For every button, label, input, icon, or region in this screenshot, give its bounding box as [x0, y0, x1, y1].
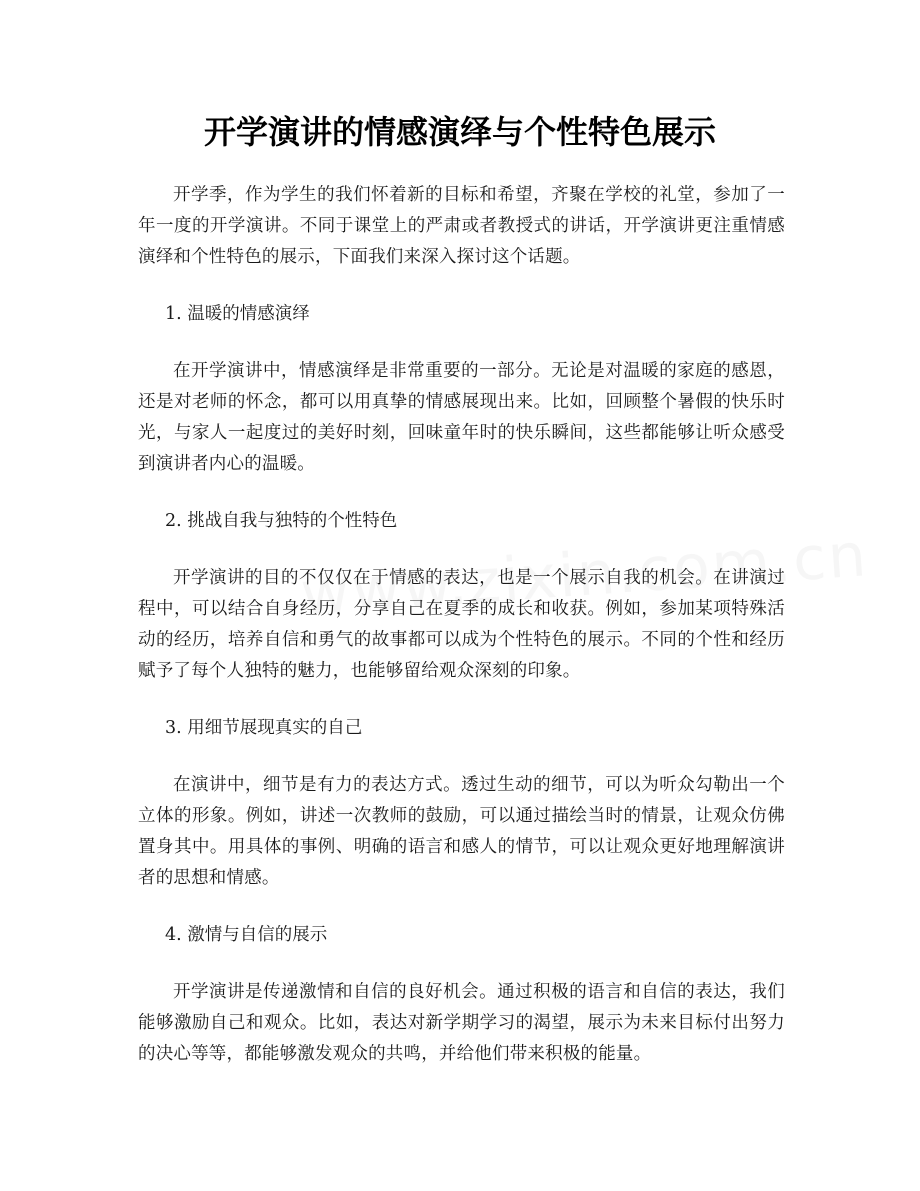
document-body: [138, 180, 785, 1096]
section-paragraph-2: 开学演讲的目的不仅仅在于情感的表达，也是一个展示自我的机会。在讲演过程中，可以结合自身经历，分享自己在夏季的成长和收获。例如，参加某项特殊活动的经历，培养自信和勇气的故事都可以成为个性特色的展示。不同的个性和经历赋予了每个人独特的魅力，也能够留给观众深刻的印象。: [138, 568, 785, 681]
section-paragraph-4: 开学演讲是传递激情和自信的良好机会。通过积极的语言和自信的表达，我们能够激励自己和观众。比如，表达对新学期学习的渴望，展示为未来目标付出努力的决心等等，都能够激发观众的共鸣，并给他们带来积极的能量。: [138, 982, 785, 1064]
section-heading-4: 4. 激情与自信的展示: [165, 925, 328, 945]
document-title: 开学演讲的情感演绎与个性特色展示: [203, 113, 716, 151]
section-heading-2: 2. 挑战自我与独特的个性特色: [165, 511, 398, 531]
section-paragraph-1: 在开学演讲中，情感演绎是非常重要的一部分。无论是对温暖的家庭的感恩，还是对老师的怀念，都可以用真挚的情感展现出来。比如，回顾整个暑假的快乐时光，与家人一起度过的美好时刻，回味童年时的快乐瞬间，这些都能够让听众感受到演讲者内心的温暖。: [138, 361, 785, 474]
section-heading-1: 1. 温暖的情感演绎: [165, 304, 310, 324]
intro-paragraph: 开学季，作为学生的我们怀着新的目标和希望，齐聚在学校的礼堂，参加了一年一度的开学演讲。不同于课堂上的严肃或者教授式的讲话，开学演讲更注重情感演绎和个性特色的展示，下面我们来深入探讨这个话题。: [138, 185, 785, 267]
section-heading-3: 3. 用细节展现真实的自己: [165, 718, 363, 738]
section-paragraph-3: 在演讲中，细节是有力的表达方式。透过生动的细节，可以为听众勾勒出一个立体的形象。例如，讲述一次教师的鼓励，可以通过描绘当时的情景，让观众仿佛置身其中。用具体的事例、明确的语言和感人的情节，可以让观众更好地理解演讲者的思想和情感。: [138, 775, 785, 888]
